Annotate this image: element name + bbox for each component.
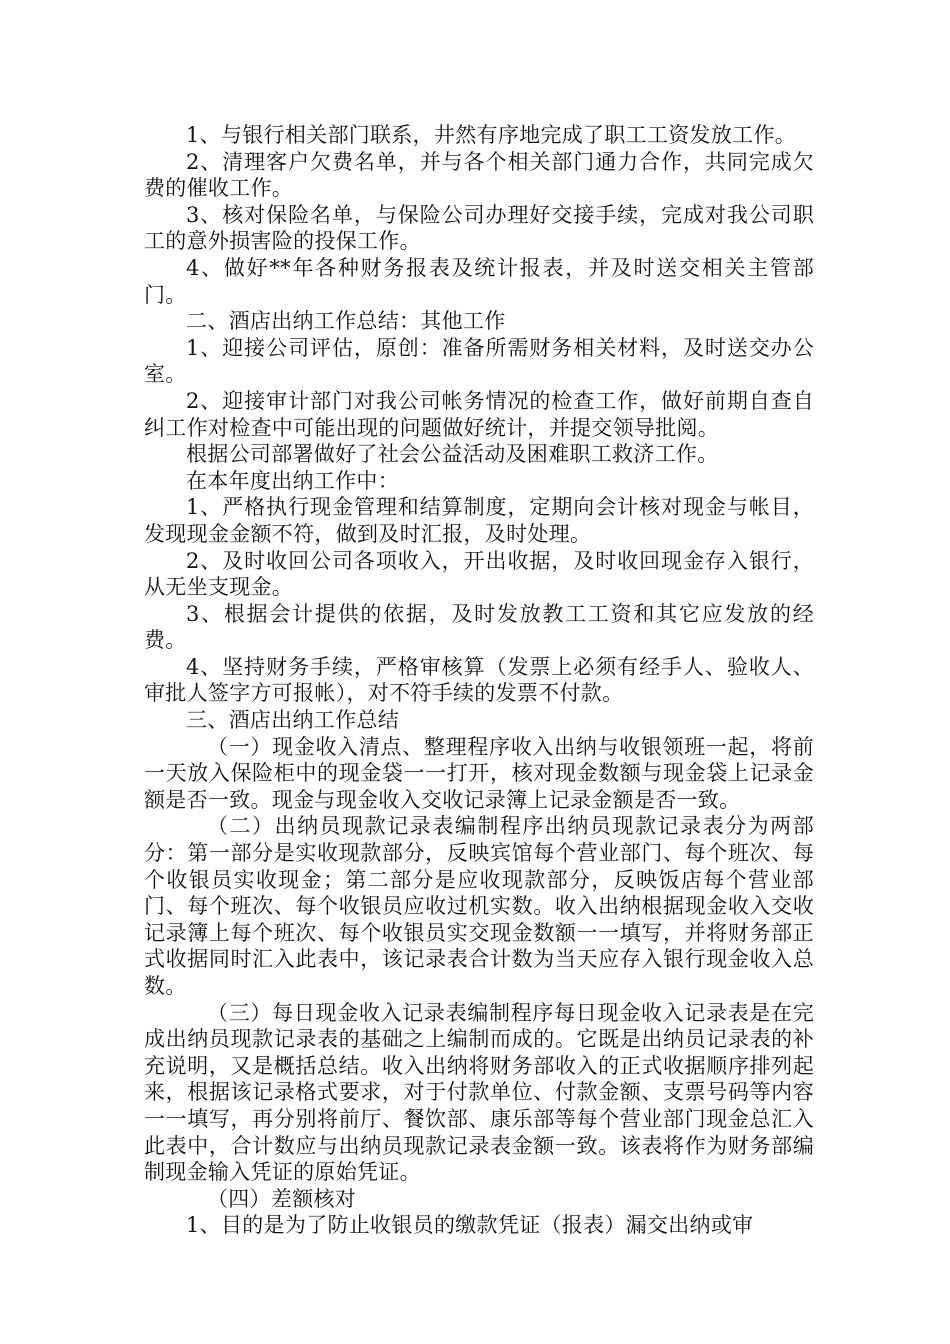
- paragraph-annual-intro: 在本年度出纳工作中：: [186, 468, 399, 493]
- paragraph-cashier-record: （二）出纳员现款记录表编制程序出纳员现款记录表分为两部分：第一部分是实收现款部分，反映宾馆每个营业部门、每个班次、每个收银员实收现金；第二部分是应收现款部分，反映饭店每个营业部门、每个班次、每个收银员应收过机实数。收入出纳根据现金收入交收记录簿上每个班次、每个收银员实交现金数额一一填写，并将财务部正式收据同时汇入此表中，该记录表合计数为当天应存入银行现金收入总数。: [144, 814, 814, 998]
- paragraph-annual-1: 1、严格执行现金管理和结算制度，定期向会计核对现金与帐目，发现现金金额不符，做到及时汇报，及时处理。: [144, 495, 814, 546]
- paragraph-item-4: 4、做好**年各种财务报表及统计报表，并及时送交相关主管部门。: [144, 255, 814, 307]
- paragraph-cash-count: （一）现金收入清点、整理程序收入出纳与收银领班一起，将前一天放入保险柜中的现金袋一一打开，核对现金数额与现金袋上记录金额是否一致。现金与现金收入交收记录簿上记录金额是否一致。: [144, 734, 814, 812]
- paragraph-difference-heading: （四）差额核对: [207, 1186, 357, 1211]
- paragraph-item-1: 1、与银行相关部门联系，井然有序地完成了职工工资发放工作。: [186, 123, 797, 147]
- section-heading-3: 三、酒店出纳工作总结: [186, 708, 399, 733]
- paragraph-other-2: 2、迎接审计部门对我公司帐务情况的检查工作，做好前期自查自纠工作对检查中可能出现的问题做好统计，并提交领导批阅。: [144, 388, 814, 440]
- paragraph-annual-4: 4、坚持财务手续，严格审核算（发票上必须有经手人、验收人、审批人签字方可报帐），对不符手续的发票不付款。: [144, 654, 814, 706]
- document-page: [144, 122, 814, 1239]
- paragraph-annual-2: 2、及时收回公司各项收入，开出收据，及时收回现金存入银行，从无坐支现金。: [144, 548, 814, 600]
- paragraph-daily-record: （三）每日现金收入记录表编制程序每日现金收入记录表是在完成出纳员现款记录表的基础之上编制而成的。它既是出纳员记录表的补充说明，又是概括总结。收入出纳将财务部收入的正式收据顺序排列起来，根据该记录格式要求，对于付款单位、付款金额、支票号码等内容一一填写，再分别将前厅、餐饮部、康乐部等每个营业部门现金总汇入此表中，合计数应与出纳员现款记录表金额一致。该表将作为财务部编制现金输入凭证的原始凭证。: [144, 1000, 814, 1185]
- paragraph-other-1: 1、迎接公司评估，原创：准备所需财务相关材料，及时送交办公室。: [144, 335, 814, 387]
- paragraph-item-3: 3、核对保险名单，与保险公司办理好交接手续，完成对我公司职工的意外损害险的投保工作。: [144, 202, 814, 254]
- paragraph-item-2: 2、清理客户欠费名单，并与各个相关部门通力合作，共同完成欠费的催收工作。: [144, 149, 814, 201]
- paragraph-public-welfare: 根据公司部署做好了社会公益活动及困难职工救济工作。: [186, 442, 719, 467]
- paragraph-annual-3: 3、根据会计提供的依据，及时发放教工工资和其它应发放的经费。: [144, 601, 814, 653]
- paragraph-difference-1: 1、目的是为了防止收银员的缴款凭证（报表）漏交出纳或审: [186, 1213, 754, 1238]
- section-heading-2: 二、酒店出纳工作总结：其他工作: [186, 309, 506, 334]
